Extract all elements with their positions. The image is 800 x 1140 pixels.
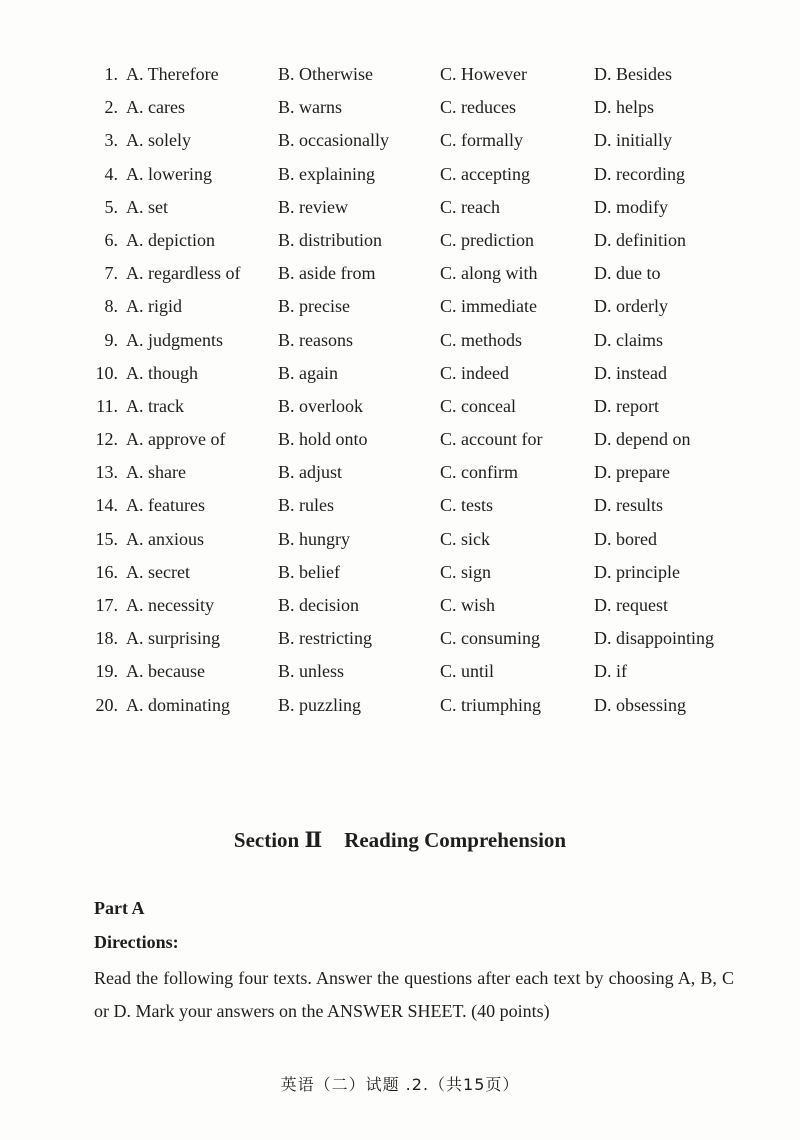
option-c: C. conceal bbox=[440, 395, 516, 416]
option-b: B. belief bbox=[278, 561, 340, 582]
option-b: B. puzzling bbox=[278, 694, 361, 715]
section-title bbox=[0, 827, 800, 853]
option-b: B. warns bbox=[278, 97, 342, 118]
option-a: A. necessity bbox=[126, 595, 214, 615]
option-d: D. report bbox=[594, 395, 659, 416]
question-row bbox=[0, 357, 800, 390]
option-d: D. obsessing bbox=[594, 694, 687, 715]
option-a: A. approve of bbox=[126, 429, 226, 450]
option-a: A. cares bbox=[126, 97, 185, 118]
question-row bbox=[0, 655, 800, 688]
question-number: 10. bbox=[95, 362, 118, 383]
option-c: C. However bbox=[440, 64, 527, 84]
question-number: 17. bbox=[95, 595, 118, 615]
option-b: B. hungry bbox=[278, 528, 350, 549]
option-a: A. regardless of bbox=[126, 263, 241, 284]
question-number: 20. bbox=[95, 694, 118, 715]
option-b: B. review bbox=[278, 196, 348, 217]
section-name: Reading Comprehension bbox=[344, 828, 567, 852]
question-number: 6. bbox=[104, 229, 118, 250]
option-a: A. rigid bbox=[126, 296, 182, 317]
option-b: B. occasionally bbox=[278, 130, 389, 151]
option-d: D. orderly bbox=[594, 296, 668, 317]
option-d: D. principle bbox=[594, 561, 680, 582]
question-row bbox=[0, 689, 800, 722]
option-c: C. wish bbox=[440, 595, 496, 615]
question-number: 11. bbox=[96, 395, 118, 416]
option-a: A. dominating bbox=[126, 694, 230, 715]
option-a: A. lowering bbox=[126, 163, 212, 184]
option-c: C. prediction bbox=[440, 229, 534, 250]
option-c: C. sign bbox=[440, 561, 492, 582]
question-row bbox=[0, 324, 800, 357]
option-b: B. unless bbox=[278, 661, 345, 682]
option-a: A. Therefore bbox=[126, 64, 219, 84]
question-number: 2. bbox=[104, 97, 118, 118]
option-b: B. distribution bbox=[278, 229, 383, 250]
cloze-options-list bbox=[0, 58, 800, 722]
option-b: B. again bbox=[278, 362, 338, 383]
question-row bbox=[0, 589, 800, 622]
option-d: D. definition bbox=[594, 229, 686, 250]
question-row bbox=[0, 257, 800, 290]
option-a: A. track bbox=[126, 395, 184, 416]
option-c: C. accepting bbox=[440, 163, 530, 184]
option-d: D. modify bbox=[594, 196, 668, 217]
option-d: D. bored bbox=[594, 528, 657, 549]
option-d: D. instead bbox=[594, 362, 667, 383]
option-d: D. helps bbox=[594, 97, 654, 118]
option-d: D. initially bbox=[594, 130, 672, 151]
option-a: A. anxious bbox=[126, 528, 204, 549]
question-number: 1. bbox=[104, 64, 118, 84]
option-d: D. request bbox=[594, 595, 668, 615]
option-a: A. surprising bbox=[126, 628, 220, 649]
question-row bbox=[0, 124, 800, 157]
question-number: 7. bbox=[104, 263, 118, 284]
question-row bbox=[0, 158, 800, 191]
question-row bbox=[0, 390, 800, 423]
option-c: C. methods bbox=[440, 329, 523, 350]
question-row bbox=[0, 58, 800, 91]
option-a: A. share bbox=[126, 462, 186, 483]
option-c: C. reach bbox=[440, 196, 500, 217]
option-a: A. secret bbox=[126, 561, 190, 582]
question-number: 19. bbox=[95, 661, 118, 682]
option-d: D. recording bbox=[594, 163, 685, 184]
question-row bbox=[0, 622, 800, 655]
option-c: C. immediate bbox=[440, 296, 537, 317]
option-d: D. if bbox=[594, 661, 627, 682]
option-d: D. results bbox=[594, 495, 663, 516]
option-d: D. prepare bbox=[594, 462, 670, 483]
option-a: A. solely bbox=[126, 130, 191, 151]
option-c: C. account for bbox=[440, 429, 543, 450]
option-d: D. due to bbox=[594, 263, 661, 284]
option-c: C. sick bbox=[440, 528, 491, 549]
question-row bbox=[0, 456, 800, 489]
option-c: C. until bbox=[440, 661, 495, 682]
option-b: B. explaining bbox=[278, 163, 375, 184]
question-number: 12. bbox=[95, 429, 118, 450]
question-row bbox=[0, 224, 800, 257]
option-b: B. precise bbox=[278, 296, 350, 317]
option-a: A. depiction bbox=[126, 229, 215, 250]
option-a: A. set bbox=[126, 196, 168, 217]
question-number: 18. bbox=[95, 628, 118, 649]
option-b: B. Otherwise bbox=[278, 64, 373, 84]
question-number: 3. bbox=[104, 130, 118, 151]
option-b: B. reasons bbox=[278, 329, 353, 350]
question-number: 9. bbox=[104, 329, 118, 350]
option-b: B. decision bbox=[278, 595, 359, 615]
option-c: C. along with bbox=[440, 263, 538, 284]
section-label: Section Ⅱ bbox=[233, 828, 323, 852]
question-row bbox=[0, 423, 800, 456]
question-row bbox=[0, 290, 800, 323]
option-a: A. because bbox=[126, 661, 205, 682]
option-c: C. tests bbox=[440, 495, 494, 516]
question-number: 5. bbox=[104, 196, 118, 217]
question-number: 15. bbox=[95, 528, 118, 549]
page-footer: 英语（二）试题 .2.（共15页） bbox=[280, 1075, 520, 1094]
question-row bbox=[0, 91, 800, 124]
option-d: D. disappointing bbox=[594, 628, 714, 649]
option-a: A. features bbox=[126, 495, 205, 516]
option-c: C. consuming bbox=[440, 628, 541, 649]
option-b: B. aside from bbox=[278, 263, 376, 284]
question-row bbox=[0, 556, 800, 589]
question-number: 13. bbox=[95, 462, 118, 483]
option-d: D. claims bbox=[594, 329, 663, 350]
option-b: B. overlook bbox=[278, 395, 363, 416]
question-row bbox=[0, 191, 800, 224]
question-number: 8. bbox=[104, 296, 118, 317]
part-label: Part A bbox=[94, 898, 145, 918]
option-d: D. depend on bbox=[594, 429, 691, 450]
directions-label: Directions: bbox=[94, 932, 179, 952]
option-d: D. Besides bbox=[594, 64, 672, 84]
option-a: A. though bbox=[126, 362, 198, 383]
question-row bbox=[0, 489, 800, 522]
question-number: 16. bbox=[95, 561, 118, 582]
option-c: C. reduces bbox=[440, 97, 516, 118]
option-b: B. adjust bbox=[278, 462, 343, 483]
option-c: C. confirm bbox=[440, 462, 518, 483]
option-c: C. triumphing bbox=[440, 694, 542, 715]
directions-text: Read the following four texts. Answer the questions after each text by choosing A, B, C or D. Mark your answers on the ANSWER SHEET. (40 points) bbox=[94, 968, 734, 1021]
question-number: 4. bbox=[104, 163, 118, 184]
question-number: 14. bbox=[95, 495, 118, 516]
option-b: B. rules bbox=[278, 495, 334, 516]
option-c: C. formally bbox=[440, 130, 523, 151]
option-b: B. hold onto bbox=[278, 429, 368, 450]
option-b: B. restricting bbox=[278, 628, 372, 649]
question-row bbox=[0, 523, 800, 556]
option-a: A. judgments bbox=[126, 329, 223, 350]
option-c: C. indeed bbox=[440, 362, 509, 383]
